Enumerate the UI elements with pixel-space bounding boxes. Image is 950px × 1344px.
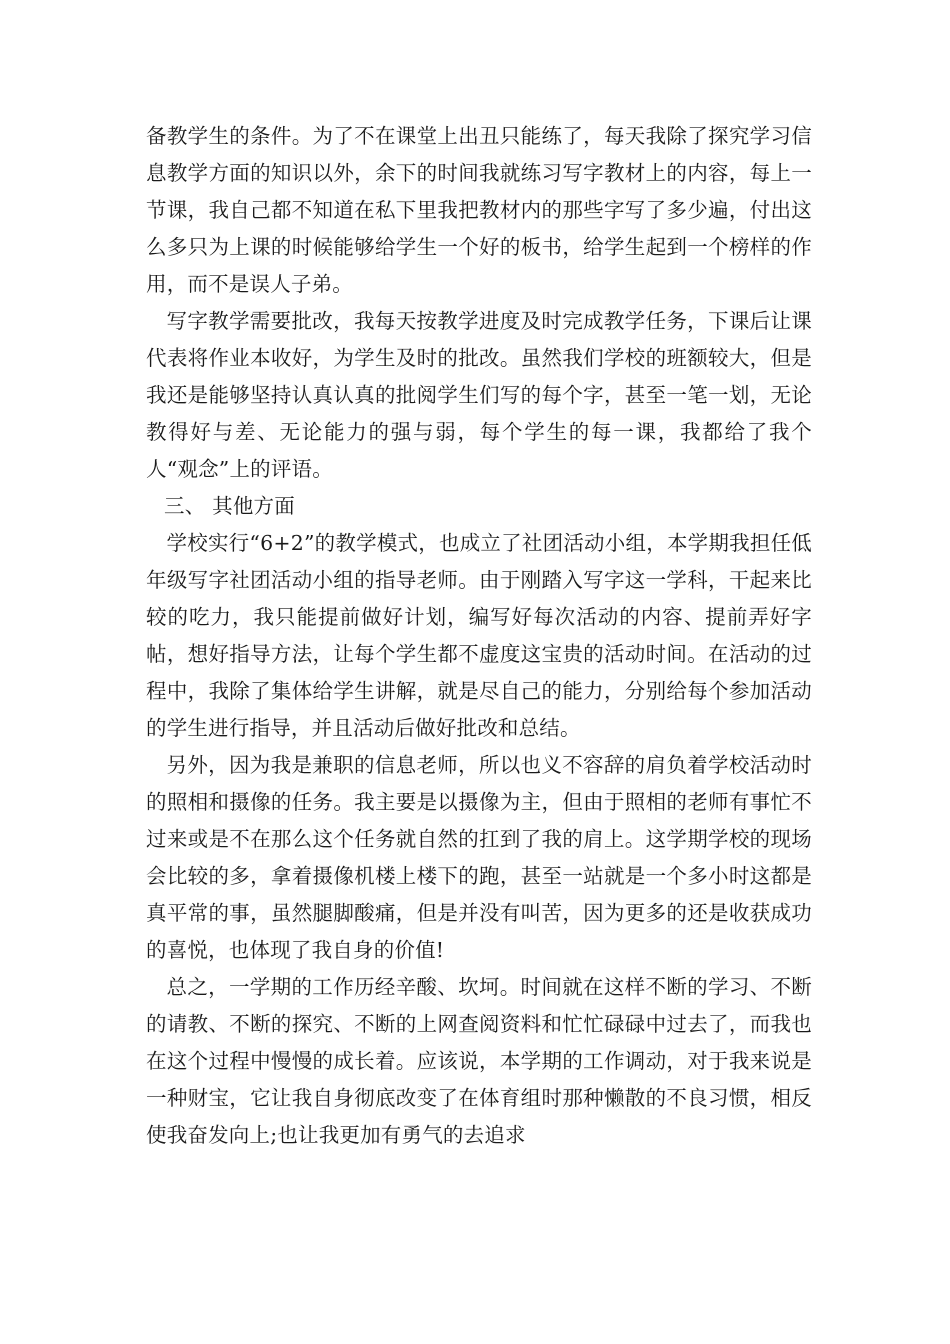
- paragraph-1: 备教学生的条件。为了不在课堂上出丑只能练了，每天我除了探究学习信息教学方面的知识以外，余下的时间我就练习写字教材上的内容，每上一节课，我自己都不知道在私下里我把教材内的那些字写了多少遍，付出这么多只为上课的时候能够给学生一个好的板书，给学生起到一个榜样的作用，而不是误人子弟。: [146, 124, 812, 296]
- document-body: [146, 118, 812, 1154]
- section-heading: 三、 其他方面: [164, 494, 295, 518]
- paragraph-2: 写字教学需要批改，我每天按教学进度及时完成教学任务，下课后让课代表将作业本收好，为学生及时的批改。虽然我们学校的班额较大，但是我还是能够坚持认真认真的批阅学生们写的每个字，甚至一笔一划，无论教得好与差、无论能力的强与弱，每个学生的每一课，我都给了我个人“观念”上的评语。: [146, 309, 812, 481]
- paragraph-4: 另外，因为我是兼职的信息老师，所以也义不容辞的肩负着学校活动时的照相和摄像的任务。我主要是以摄像为主，但由于照相的老师有事忙不过来或是不在那么这个任务就自然的扛到了我的肩上。这学期学校的现场会比较的多，拿着摄像机楼上楼下的跑，甚至一站就是一个多小时这都是真平常的事，虽然腿脚酸痛，但是并没有叫苦，因为更多的还是收获成功的喜悦，也体现了我自身的价值!: [146, 753, 812, 962]
- paragraph-3: 学校实行“6+2”的教学模式，也成立了社团活动小组，本学期我担任低年级写字社团活动小组的指导老师。由于刚踏入写字这一学科，干起来比较的吃力，我只能提前做好计划，编写好每次活动的内容、提前弄好字帖，想好指导方法，让每个学生都不虚度这宝贵的活动时间。在活动的过程中，我除了集体给学生讲解，就是尽自己的能力，分别给每个参加活动的学生进行指导，并且活动后做好批改和总结。: [146, 531, 812, 740]
- paragraph-5: 总之，一学期的工作历经辛酸、坎坷。时间就在这样不断的学习、不断的请教、不断的探究、不断的上网查阅资料和忙忙碌碌中过去了，而我也在这个过程中慢慢的成长着。应该说，本学期的工作调动，对于我来说是一种财宝，它让我自身彻底改变了在体育组时那种懒散的不良习惯，相反使我奋发向上;也让我更加有勇气的去追求: [146, 975, 812, 1147]
